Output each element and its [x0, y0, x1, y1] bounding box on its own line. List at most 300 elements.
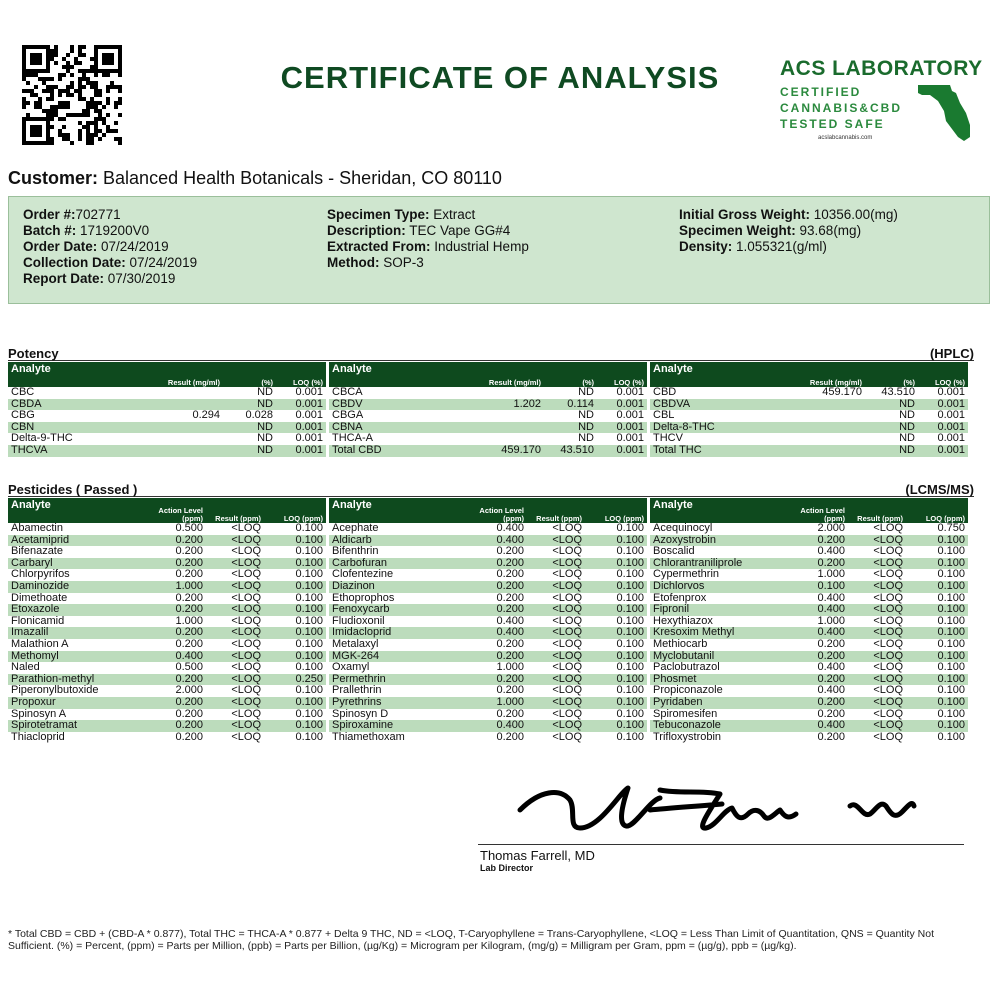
- table-cell: Fludioxonil: [332, 615, 385, 627]
- table-cell: 0.001: [276, 399, 326, 411]
- customer-label: Customer:: [8, 168, 99, 188]
- column-header: Result (ppm): [527, 498, 585, 523]
- table-row: [8, 523, 326, 535]
- table-cell: 0.100: [937, 615, 965, 627]
- table-row: [650, 422, 968, 434]
- table-cell: 0.200: [175, 592, 203, 604]
- table-cell: Fenoxycarb: [329, 604, 459, 616]
- column-header: Action Level (ppm): [459, 498, 527, 523]
- table-cell: Methomyl: [8, 651, 138, 663]
- table-cell: Cypermethrin: [653, 569, 720, 581]
- table-cell: 0.400: [817, 592, 845, 604]
- table-cell: 0.294: [192, 410, 220, 422]
- info-label: Order #:: [23, 207, 76, 222]
- table-cell: Pyrethrins: [329, 697, 459, 709]
- column-header: (%): [223, 362, 276, 387]
- table-cell: ND: [865, 445, 918, 457]
- table-row: [8, 732, 326, 744]
- table-row: [650, 616, 968, 628]
- table-cell: 0.100: [264, 558, 326, 570]
- column-header: Analyte: [650, 498, 780, 523]
- table-cell: 0.100: [906, 697, 968, 709]
- table-cell: Paclobutrazol: [653, 662, 720, 674]
- specimen-info-column: [327, 207, 529, 271]
- table-cell: <LOQ: [206, 604, 264, 616]
- table-cell: Parathion-methyl: [8, 674, 138, 686]
- table-cell: 0.100: [937, 638, 965, 650]
- table-cell: 0.100: [906, 535, 968, 547]
- table-cell: 0.100: [906, 651, 968, 663]
- info-value: 10356.00(mg): [810, 207, 898, 222]
- table-cell: [800, 433, 865, 445]
- table-cell: 0.100: [937, 592, 965, 604]
- table-cell: 0.100: [264, 581, 326, 593]
- column-header: Analyte: [329, 362, 479, 387]
- table-cell: 0.200: [175, 731, 203, 743]
- table-cell: Spirotetramat: [8, 720, 138, 732]
- table-row: [329, 616, 647, 628]
- info-label: Method:: [327, 255, 380, 270]
- table-cell: 0.100: [616, 662, 644, 674]
- pesticides-section-header: [8, 482, 974, 497]
- table-cell: 1.000: [817, 569, 845, 581]
- table-row: [8, 604, 326, 616]
- table-row: [329, 685, 647, 697]
- column-header: Result (ppm): [848, 498, 906, 523]
- table-cell: ND: [899, 433, 915, 445]
- table-cell: [479, 422, 544, 434]
- info-value: Industrial Hemp: [430, 239, 529, 254]
- table-row: [650, 433, 968, 445]
- table-cell: 0.001: [918, 422, 968, 434]
- table-cell: 0.100: [295, 592, 323, 604]
- table-cell: 0.200: [780, 651, 848, 663]
- info-value: 1.055321(g/ml): [732, 239, 827, 254]
- column-header: Analyte: [329, 498, 459, 523]
- info-value: TEC Vape GG#4: [405, 223, 511, 238]
- column-header: Result (mg/ml): [800, 362, 865, 387]
- table-row: [8, 685, 326, 697]
- table-cell: 0.100: [616, 546, 644, 558]
- table-cell: 0.100: [295, 615, 323, 627]
- table-cell: 0.100: [616, 592, 644, 604]
- table-cell: [800, 445, 865, 457]
- table-cell: <LOQ: [231, 546, 261, 558]
- column-header: (%): [544, 362, 597, 387]
- table-cell: 43.510: [544, 445, 597, 457]
- table-cell: [800, 399, 865, 411]
- table-cell: <LOQ: [873, 731, 903, 743]
- table-row: [329, 433, 647, 445]
- table-cell: 0.100: [616, 708, 644, 720]
- table-cell: Clofentezine: [332, 569, 394, 581]
- potency-table: [329, 362, 647, 457]
- column-header: LOQ (ppm): [906, 498, 968, 523]
- table-cell: CBL: [653, 410, 675, 422]
- table-row: [329, 627, 647, 639]
- table-cell: 0.200: [496, 546, 524, 558]
- table-cell: <LOQ: [552, 638, 582, 650]
- table-cell: Delta-9-THC: [11, 433, 73, 445]
- table-cell: ND: [865, 422, 918, 434]
- table-cell: <LOQ: [873, 569, 903, 581]
- table-cell: <LOQ: [527, 697, 585, 709]
- table-row: [650, 685, 968, 697]
- table-row: [8, 593, 326, 605]
- table-cell: <LOQ: [848, 674, 906, 686]
- table-cell: ND: [223, 399, 276, 411]
- acs-laboratory-logo: [778, 55, 983, 147]
- table-cell: Azoxystrobin: [650, 535, 780, 547]
- table-cell: Spiroxamine: [329, 720, 459, 732]
- customer-name: Balanced Health Botanicals - Sheridan, CO 80110: [103, 168, 502, 188]
- info-row: [23, 207, 197, 223]
- table-cell: 0.200: [780, 674, 848, 686]
- table-cell: <LOQ: [552, 523, 582, 534]
- table-row: [650, 709, 968, 721]
- table-cell: <LOQ: [552, 569, 582, 581]
- table-cell: 0.100: [616, 638, 644, 650]
- table-cell: 0.100: [937, 731, 965, 743]
- info-row: [327, 255, 529, 271]
- table-row: [329, 387, 647, 399]
- table-cell: 1.000: [817, 615, 845, 627]
- table-cell: Phosmet: [650, 674, 780, 686]
- table-row: [650, 558, 968, 570]
- table-cell: Aldicarb: [329, 535, 459, 547]
- info-label: Order Date:: [23, 239, 98, 254]
- info-value: 93.68(mg): [795, 223, 862, 238]
- order-info-box: [8, 196, 990, 304]
- table-cell: 0.500: [175, 662, 203, 674]
- info-value: 07/24/2019: [125, 255, 198, 270]
- table-row: [329, 709, 647, 721]
- table-row: [650, 604, 968, 616]
- table-cell: <LOQ: [527, 720, 585, 732]
- table-row: [8, 535, 326, 547]
- table-row: [8, 674, 326, 686]
- table-row: [329, 662, 647, 674]
- table-cell: 0.200: [496, 708, 524, 720]
- logo-url: acslabcannabis.com: [818, 135, 873, 141]
- table-cell: 0.001: [295, 433, 323, 445]
- table-row: [8, 433, 326, 445]
- table-row: [8, 546, 326, 558]
- table-cell: <LOQ: [527, 604, 585, 616]
- table-cell: 0.200: [780, 558, 848, 570]
- potency-table: [650, 362, 968, 457]
- table-cell: <LOQ: [231, 638, 261, 650]
- table-cell: <LOQ: [527, 558, 585, 570]
- column-header: LOQ (ppm): [264, 498, 326, 523]
- table-cell: 1.000: [459, 697, 527, 709]
- info-label: Report Date:: [23, 271, 105, 286]
- info-label: Description:: [327, 223, 406, 238]
- table-cell: 0.400: [496, 523, 524, 534]
- table-cell: 0.028: [245, 410, 273, 422]
- table-row: [329, 651, 647, 663]
- table-cell: 0.100: [937, 685, 965, 697]
- table-cell: 0.100: [937, 546, 965, 558]
- logo-line-1: ACS LABORATORY: [780, 57, 983, 80]
- table-cell: CBC: [11, 387, 35, 398]
- table-cell: 0.500: [175, 523, 203, 534]
- table-cell: 0.400: [459, 720, 527, 732]
- table-cell: 459.170: [822, 387, 862, 398]
- table-cell: Etoxazole: [8, 604, 138, 616]
- table-cell: <LOQ: [206, 535, 264, 547]
- table-cell: THCV: [653, 433, 683, 445]
- table-cell: <LOQ: [848, 720, 906, 732]
- table-cell: Spinosyn D: [332, 708, 389, 720]
- table-row: [650, 732, 968, 744]
- potency-table: [8, 362, 326, 457]
- table-cell: <LOQ: [848, 535, 906, 547]
- table-row: [329, 674, 647, 686]
- table-cell: <LOQ: [206, 720, 264, 732]
- table-cell: Dichlorvos: [650, 581, 780, 593]
- table-cell: Thiamethoxam: [332, 731, 405, 743]
- table-cell: 0.200: [496, 685, 524, 697]
- table-cell: 2.000: [175, 685, 203, 697]
- table-cell: ND: [223, 445, 276, 457]
- table-cell: 0.100: [585, 581, 647, 593]
- signature-line: [478, 844, 964, 845]
- table-cell: Imazalil: [8, 627, 138, 639]
- table-cell: 0.100: [585, 535, 647, 547]
- table-cell: ND: [899, 410, 915, 422]
- table-row: [8, 709, 326, 721]
- column-header: LOQ (%): [276, 362, 326, 387]
- table-cell: 0.100: [906, 627, 968, 639]
- table-cell: Bifenthrin: [332, 546, 379, 558]
- table-row: [650, 569, 968, 581]
- table-cell: <LOQ: [848, 604, 906, 616]
- table-row: [650, 546, 968, 558]
- table-row: [329, 422, 647, 434]
- table-cell: 0.200: [496, 569, 524, 581]
- table-cell: 0.200: [175, 546, 203, 558]
- table-row: [8, 558, 326, 570]
- table-cell: <LOQ: [873, 592, 903, 604]
- info-row: [23, 239, 197, 255]
- table-cell: <LOQ: [231, 569, 261, 581]
- table-cell: 0.100: [585, 697, 647, 709]
- table-cell: 0.400: [780, 627, 848, 639]
- table-cell: Thiacloprid: [11, 731, 65, 743]
- potency-title: Potency: [8, 346, 59, 361]
- table-cell: 0.100: [616, 569, 644, 581]
- table-cell: ND: [578, 410, 594, 422]
- table-cell: 0.200: [780, 697, 848, 709]
- table-cell: Dimethoate: [11, 592, 68, 604]
- table-cell: [800, 422, 865, 434]
- table-cell: Imidacloprid: [329, 627, 459, 639]
- table-cell: Prallethrin: [332, 685, 382, 697]
- table-cell: Hexythiazox: [653, 615, 713, 627]
- table-cell: Boscalid: [653, 546, 695, 558]
- table-cell: <LOQ: [848, 581, 906, 593]
- weight-info-column: [679, 207, 898, 255]
- table-cell: 0.100: [264, 651, 326, 663]
- table-cell: <LOQ: [873, 708, 903, 720]
- table-cell: <LOQ: [231, 523, 261, 534]
- table-cell: CBGA: [332, 410, 364, 422]
- column-header: LOQ (%): [597, 362, 647, 387]
- table-cell: 0.100: [295, 708, 323, 720]
- table-cell: ND: [257, 387, 273, 398]
- potency-section-header: [8, 346, 974, 361]
- table-row: [8, 422, 326, 434]
- table-cell: 0.200: [138, 558, 206, 570]
- info-label: Specimen Type:: [327, 207, 430, 222]
- info-value: 07/30/2019: [104, 271, 176, 286]
- info-row: [327, 239, 529, 255]
- table-cell: <LOQ: [527, 581, 585, 593]
- pesticides-table: [329, 498, 647, 743]
- signature-image: [510, 770, 920, 842]
- logo-line-2: CERTIFIED: [780, 85, 862, 99]
- table-cell: Daminozide: [8, 581, 138, 593]
- table-cell: 1.000: [496, 662, 524, 674]
- table-cell: 0.200: [817, 708, 845, 720]
- table-cell: Pyridaben: [650, 697, 780, 709]
- table-row: [8, 662, 326, 674]
- table-row: [329, 697, 647, 709]
- table-cell: <LOQ: [552, 662, 582, 674]
- table-cell: 0.100: [264, 604, 326, 616]
- table-cell: 0.200: [459, 674, 527, 686]
- table-cell: Fipronil: [650, 604, 780, 616]
- table-cell: 0.200: [459, 581, 527, 593]
- table-cell: 0.100: [937, 569, 965, 581]
- table-cell: Spinosyn A: [11, 708, 67, 720]
- table-cell: Acequinocyl: [653, 523, 713, 534]
- table-cell: 459.170: [479, 445, 544, 457]
- info-label: Specimen Weight:: [679, 223, 796, 238]
- table-cell: <LOQ: [206, 697, 264, 709]
- info-row: [327, 207, 529, 223]
- table-row: [329, 410, 647, 422]
- table-cell: 0.400: [459, 535, 527, 547]
- table-cell: 0.200: [138, 535, 206, 547]
- table-cell: <LOQ: [231, 708, 261, 720]
- table-cell: <LOQ: [873, 638, 903, 650]
- table-cell: Acephate: [332, 523, 379, 534]
- table-cell: Total CBD: [329, 445, 479, 457]
- table-cell: ND: [578, 387, 594, 398]
- table-cell: 0.200: [780, 535, 848, 547]
- info-value: Extract: [429, 207, 476, 222]
- table-cell: 0.100: [906, 720, 968, 732]
- table-cell: CBG: [11, 410, 35, 422]
- info-label: Batch #:: [23, 223, 77, 238]
- table-row: [8, 639, 326, 651]
- table-cell: Acetamiprid: [8, 535, 138, 547]
- info-row: [679, 223, 898, 239]
- table-cell: [158, 422, 223, 434]
- table-cell: <LOQ: [231, 592, 261, 604]
- table-cell: 0.001: [616, 410, 644, 422]
- table-cell: 0.001: [597, 445, 647, 457]
- table-cell: Etofenprox: [653, 592, 707, 604]
- table-cell: ND: [578, 433, 594, 445]
- table-row: [650, 627, 968, 639]
- table-cell: 0.100: [585, 604, 647, 616]
- info-row: [679, 239, 898, 255]
- table-cell: <LOQ: [848, 627, 906, 639]
- table-cell: <LOQ: [206, 558, 264, 570]
- table-cell: 0.100: [295, 546, 323, 558]
- table-cell: 1.000: [138, 581, 206, 593]
- table-row: [8, 616, 326, 628]
- table-cell: Carbaryl: [8, 558, 138, 570]
- table-cell: 43.510: [881, 387, 915, 398]
- table-cell: 0.250: [264, 674, 326, 686]
- table-row: [329, 445, 647, 457]
- table-cell: <LOQ: [206, 651, 264, 663]
- table-row: [8, 651, 326, 663]
- table-cell: 0.200: [138, 604, 206, 616]
- table-row: [650, 720, 968, 732]
- table-cell: <LOQ: [527, 627, 585, 639]
- table-cell: 0.001: [616, 387, 644, 398]
- table-cell: <LOQ: [231, 685, 261, 697]
- table-row: [650, 399, 968, 411]
- table-cell: 0.200: [138, 720, 206, 732]
- info-label: Density:: [679, 239, 733, 254]
- table-cell: ND: [257, 433, 273, 445]
- table-cell: 0.001: [918, 399, 968, 411]
- table-cell: <LOQ: [206, 581, 264, 593]
- table-cell: [479, 410, 544, 422]
- column-header: LOQ (ppm): [585, 498, 647, 523]
- table-row: [8, 387, 326, 399]
- table-cell: <LOQ: [848, 697, 906, 709]
- table-cell: Myclobutanil: [650, 651, 780, 663]
- table-cell: ND: [544, 422, 597, 434]
- info-row: [679, 207, 898, 223]
- table-cell: 0.400: [780, 604, 848, 616]
- table-cell: 0.400: [780, 720, 848, 732]
- table-row: [650, 662, 968, 674]
- table-cell: 1.000: [175, 615, 203, 627]
- table-row: [8, 581, 326, 593]
- table-cell: Propoxur: [8, 697, 138, 709]
- table-row: [329, 569, 647, 581]
- table-row: [329, 639, 647, 651]
- table-cell: 0.200: [138, 674, 206, 686]
- table-cell: <LOQ: [527, 535, 585, 547]
- logo-line-3: CANNABIS&CBD: [780, 101, 902, 115]
- table-cell: <LOQ: [206, 627, 264, 639]
- table-cell: CBD: [653, 387, 677, 398]
- table-row: [329, 523, 647, 535]
- table-cell: THCVA: [8, 445, 158, 457]
- table-row: [8, 720, 326, 732]
- table-cell: 0.100: [616, 523, 644, 534]
- table-cell: 0.100: [616, 731, 644, 743]
- column-header: Result (ppm): [206, 498, 264, 523]
- table-cell: 0.001: [276, 445, 326, 457]
- table-cell: 0.200: [496, 731, 524, 743]
- table-cell: MGK-264: [329, 651, 459, 663]
- table-cell: <LOQ: [873, 615, 903, 627]
- table-cell: 0.200: [175, 569, 203, 581]
- column-header: Analyte: [650, 362, 800, 387]
- table-cell: 0.100: [906, 674, 968, 686]
- table-row: [329, 581, 647, 593]
